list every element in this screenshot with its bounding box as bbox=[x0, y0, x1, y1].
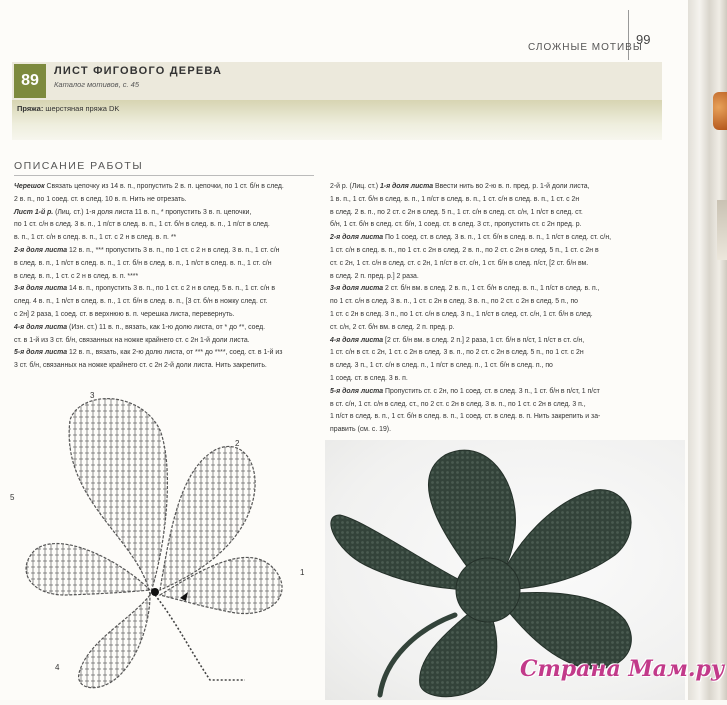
yarn-info bbox=[17, 104, 119, 113]
spine-decoration bbox=[713, 92, 727, 130]
instruction-text: по 1 ст. с/н в след. 3 в. п., 1 ст. с 2н в след. 3 в. п., по 2 ст. с 2н в след. 5 п., по bbox=[330, 298, 579, 306]
instruction-text: с 2н] 2 раза, 1 соед. ст. в верхнюю в. п. черешка листа, перевернуть. bbox=[14, 310, 235, 318]
instructions-left-column bbox=[14, 181, 284, 373]
instruction-line bbox=[330, 283, 611, 296]
instruction-line bbox=[14, 283, 284, 296]
instruction-label: 2-я доля листа bbox=[14, 246, 68, 254]
instruction-line bbox=[330, 373, 611, 386]
instruction-line bbox=[14, 181, 284, 194]
motif-title: ЛИСТ ФИГОВОГО ДЕРЕВА bbox=[54, 65, 223, 77]
instruction-text: 2 ст. б/н вм. в след. 2 в. п., 1 ст. б/н в след. в. п., 1 п/ст в след. в. п., bbox=[383, 285, 600, 293]
instruction-text: 12 в. п., *** пропустить 3 в. п., по 1 ст. с 2 н в след. 3 в. п., 1 ст. с/н bbox=[67, 246, 280, 254]
instruction-label: 3-я доля листа bbox=[14, 285, 68, 293]
instruction-text: править (см. с. 19). bbox=[330, 426, 392, 434]
book-spine bbox=[688, 0, 727, 700]
section-title: СЛОЖНЫЕ МОТИВЫ bbox=[528, 42, 643, 53]
instruction-text: в след. в. п., 1 ст. с 2 н в след. в. п. **** bbox=[14, 272, 139, 280]
instruction-line bbox=[330, 360, 611, 373]
instruction-line bbox=[14, 360, 284, 373]
instruction-text: Связать цепочку из 14 в. п., пропустить 2 в. п. цепочки, по 1 ст. б/н в след. bbox=[44, 183, 284, 190]
instruction-text: в след. в. п., 1 п/ст в след. в. п., 1 ст. б/н в след. в. п., 1 п/ст в след. в. п., 1 ст. с/н bbox=[14, 259, 272, 267]
instruction-line bbox=[330, 296, 611, 309]
instruction-text: 1 ст. с 2н в след. 3 п., по 1 ст. с/н в след. 3 п., 1 п/ст в след. ст. с/н, 1 ст. б/н в след. bbox=[330, 310, 593, 318]
instruction-text: 2-й р. (Лиц. ст.) bbox=[330, 183, 380, 190]
instruction-text: [2 ст. б/н вм. в след. 2 п.] 2 раза, 1 ст. б/н в п/ст, 1 п/ст в ст. с/н, bbox=[383, 336, 585, 344]
instruction-label: 5-я доля листа bbox=[330, 387, 384, 395]
chart-center-dot bbox=[151, 588, 159, 596]
chart-lobe-bottom-left bbox=[79, 595, 150, 688]
instruction-text: 1 ст. с/н в ст. с 2н, 1 ст. с 2н в след. 3 в. п., по 2 ст. с 2н в след. 5 п., по 1 ст. с 2н bbox=[330, 349, 584, 357]
instruction-text: 12 в. п., вязать, как 2-ю долю листа, от *** до ****, соед. ст. в 1-й из bbox=[67, 349, 283, 357]
instruction-line bbox=[14, 309, 284, 322]
instruction-text: б/н, 1 ст. б/н в след. ст. б/н, 1 соед. ст. в след. 3 ст., пропустить ст. с 2н пред. р. bbox=[330, 221, 582, 229]
instruction-text: в след. 3 п., 1 ст. с/н в след. п., 1 п/ст в след. п., 1 ст. б/н в след. п., по bbox=[330, 362, 553, 370]
chart-number-3: 3 bbox=[90, 391, 95, 400]
instruction-line bbox=[14, 335, 284, 348]
yarn-label: Пряжа: bbox=[17, 104, 44, 113]
instruction-line bbox=[330, 271, 611, 284]
instruction-text: по 1 ст. с/н в след. 3 в. п., 1 п/ст в след. в. п., 1 ст. б/н в след. в. п., 1 п/ст в след. bbox=[14, 221, 270, 229]
instruction-line bbox=[14, 207, 284, 220]
instruction-line bbox=[330, 232, 611, 245]
instruction-label: 4-я доля листа bbox=[14, 323, 68, 331]
instruction-text: в ст. с/н, 1 ст. с/н в след. ст., по 2 ст. с 2н в след. 3 в. п., по 1 ст. с 2н в след. 3 п., bbox=[330, 400, 586, 408]
instruction-text: в след. 2 в. п., по 2 ст. с 2н в след. 5 п., 1 ст. с/н в след. ст. с/н, 1 п/ст в след. ст. bbox=[330, 208, 583, 216]
instruction-line bbox=[330, 386, 611, 399]
instruction-line bbox=[14, 194, 284, 207]
instruction-text: ст. с 2н, 1 ст. с/н в след. ст. с 2н, 1 п/ст в ст. с/н, 1 ст. б/н в след. п/ст, [2 ст. б/н вм. bbox=[330, 259, 589, 267]
instruction-label: Черешок bbox=[14, 183, 45, 190]
instruction-line bbox=[330, 399, 611, 412]
crochet-chart bbox=[0, 380, 330, 700]
instruction-text: 1 п/ст в след. в. п., 1 ст. б/н в след. в. п., 1 соед. ст. в след. в. п. Нить закрепить и за- bbox=[330, 413, 601, 421]
instruction-line bbox=[14, 245, 284, 258]
catalog-reference: Каталог мотивов, с. 45 bbox=[54, 80, 140, 89]
instruction-text: ст. в 1-й из 3 ст. б/н, связанных на ножке крайнего ст. с 2н 1-й доли листа. bbox=[14, 336, 250, 344]
instruction-text: (Изн. ст.) 11 в. п., вязать, как 1-ю долю листа, от * до **, соед. bbox=[67, 323, 266, 331]
instruction-label: Лист 1-й р. bbox=[14, 208, 54, 216]
instruction-line bbox=[330, 207, 611, 220]
instruction-text: 1 в. п., 1 ст. б/н в след. в. п., 1 п/ст в след. в. п., 1 ст. с/н в след. в. п., 1 ст. с 2н bbox=[330, 195, 580, 203]
instruction-text: в. п., 1 ст. с/н в след. в. п., 1 ст. с 2 н в след. в. п. ** bbox=[14, 234, 177, 242]
watermark: Страна Мам.ру bbox=[520, 656, 725, 682]
instruction-text: Пропустить ст. с 2н, по 1 соед. ст. в след. 3 п., 1 ст. б/н в п/ст, 1 п/ст bbox=[383, 387, 600, 395]
instruction-label: 5-я доля листа bbox=[14, 349, 68, 357]
instruction-line bbox=[330, 245, 611, 258]
chart-number-4: 4 bbox=[55, 663, 60, 672]
instructions-right-column bbox=[330, 181, 611, 437]
chart-number-5: 5 bbox=[10, 493, 15, 502]
instruction-line bbox=[14, 219, 284, 232]
instruction-text: ст. с/н, 2 ст. б/н вм. в след. 2 п. пред. р. bbox=[330, 323, 455, 331]
instruction-line bbox=[330, 219, 611, 232]
instruction-line bbox=[330, 347, 611, 360]
spine-shadow bbox=[717, 200, 727, 260]
heading-rule bbox=[14, 175, 314, 176]
instruction-line bbox=[330, 335, 611, 348]
instruction-label: 3-я доля листа bbox=[330, 285, 384, 293]
instruction-line bbox=[330, 322, 611, 335]
instruction-text: след. 4 в. п., 1 п/ст в след. в. п., 1 ст. б/н в след. в. п., [3 ст. б/н в ножку след. ст. bbox=[14, 298, 268, 306]
instruction-line bbox=[330, 258, 611, 271]
instruction-text: в след. 2 п. пред. р.] 2 раза. bbox=[330, 272, 419, 280]
instruction-text: (Лиц. ст.) 1-я доля листа 11 в. п., * пропустить 3 в. п. цепочки, bbox=[53, 208, 252, 216]
instruction-line bbox=[330, 309, 611, 322]
instruction-line bbox=[330, 181, 611, 194]
instruction-line bbox=[330, 424, 611, 437]
instruction-line bbox=[14, 258, 284, 271]
section-heading: ОПИСАНИЕ РАБОТЫ bbox=[14, 160, 144, 172]
instruction-line bbox=[14, 271, 284, 284]
instruction-line bbox=[14, 322, 284, 335]
instruction-label: 2-я доля листа bbox=[330, 234, 384, 242]
instruction-text: 1 ст. с/н в след. в. п., по 1 ст. с 2н в след. 2 в. п., по 2 ст. с 2н в след. 5 п., 1 ст. с 2н в bbox=[330, 246, 599, 254]
instruction-text: По 1 соед. ст. в след. 3 в. п., 1 ст. б/н в след. в. п., 1 п/ст в след. ст. с/н, bbox=[383, 234, 612, 242]
instruction-line bbox=[330, 411, 611, 424]
instruction-text: 14 в. п., пропустить 3 в. п., по 1 ст. с 2 н в след. 5 в. п., 1 ст. с/н в bbox=[67, 285, 276, 293]
yarn-value: шерстяная пряжа DK bbox=[45, 104, 120, 113]
motif-number-badge: 89 bbox=[14, 64, 46, 98]
page-number: 99 bbox=[636, 32, 651, 47]
instruction-label: 4-я доля листа bbox=[330, 336, 384, 344]
instruction-text: 1 соед. ст. в след. 3 в. п. bbox=[330, 374, 408, 382]
instruction-text: 2 в. п., по 1 соед. ст. в след. 10 в. п. Нить не отрезать. bbox=[14, 195, 187, 203]
instruction-line bbox=[14, 296, 284, 309]
chart-number-2: 2 bbox=[235, 439, 240, 448]
instruction-line bbox=[330, 194, 611, 207]
instruction-line bbox=[14, 232, 284, 245]
instruction-line bbox=[14, 347, 284, 360]
instruction-text: Ввести нить во 2-ю в. п. пред. р. 1-й доли листа, bbox=[433, 183, 590, 190]
chart-number-1: 1 bbox=[300, 568, 305, 577]
instruction-label: 1-я доля листа bbox=[379, 183, 434, 190]
instruction-text: 3 ст. б/н, связанных на ножке крайнего ст. с 2н 2-й доли листа. Нить закрепить. bbox=[14, 362, 267, 370]
